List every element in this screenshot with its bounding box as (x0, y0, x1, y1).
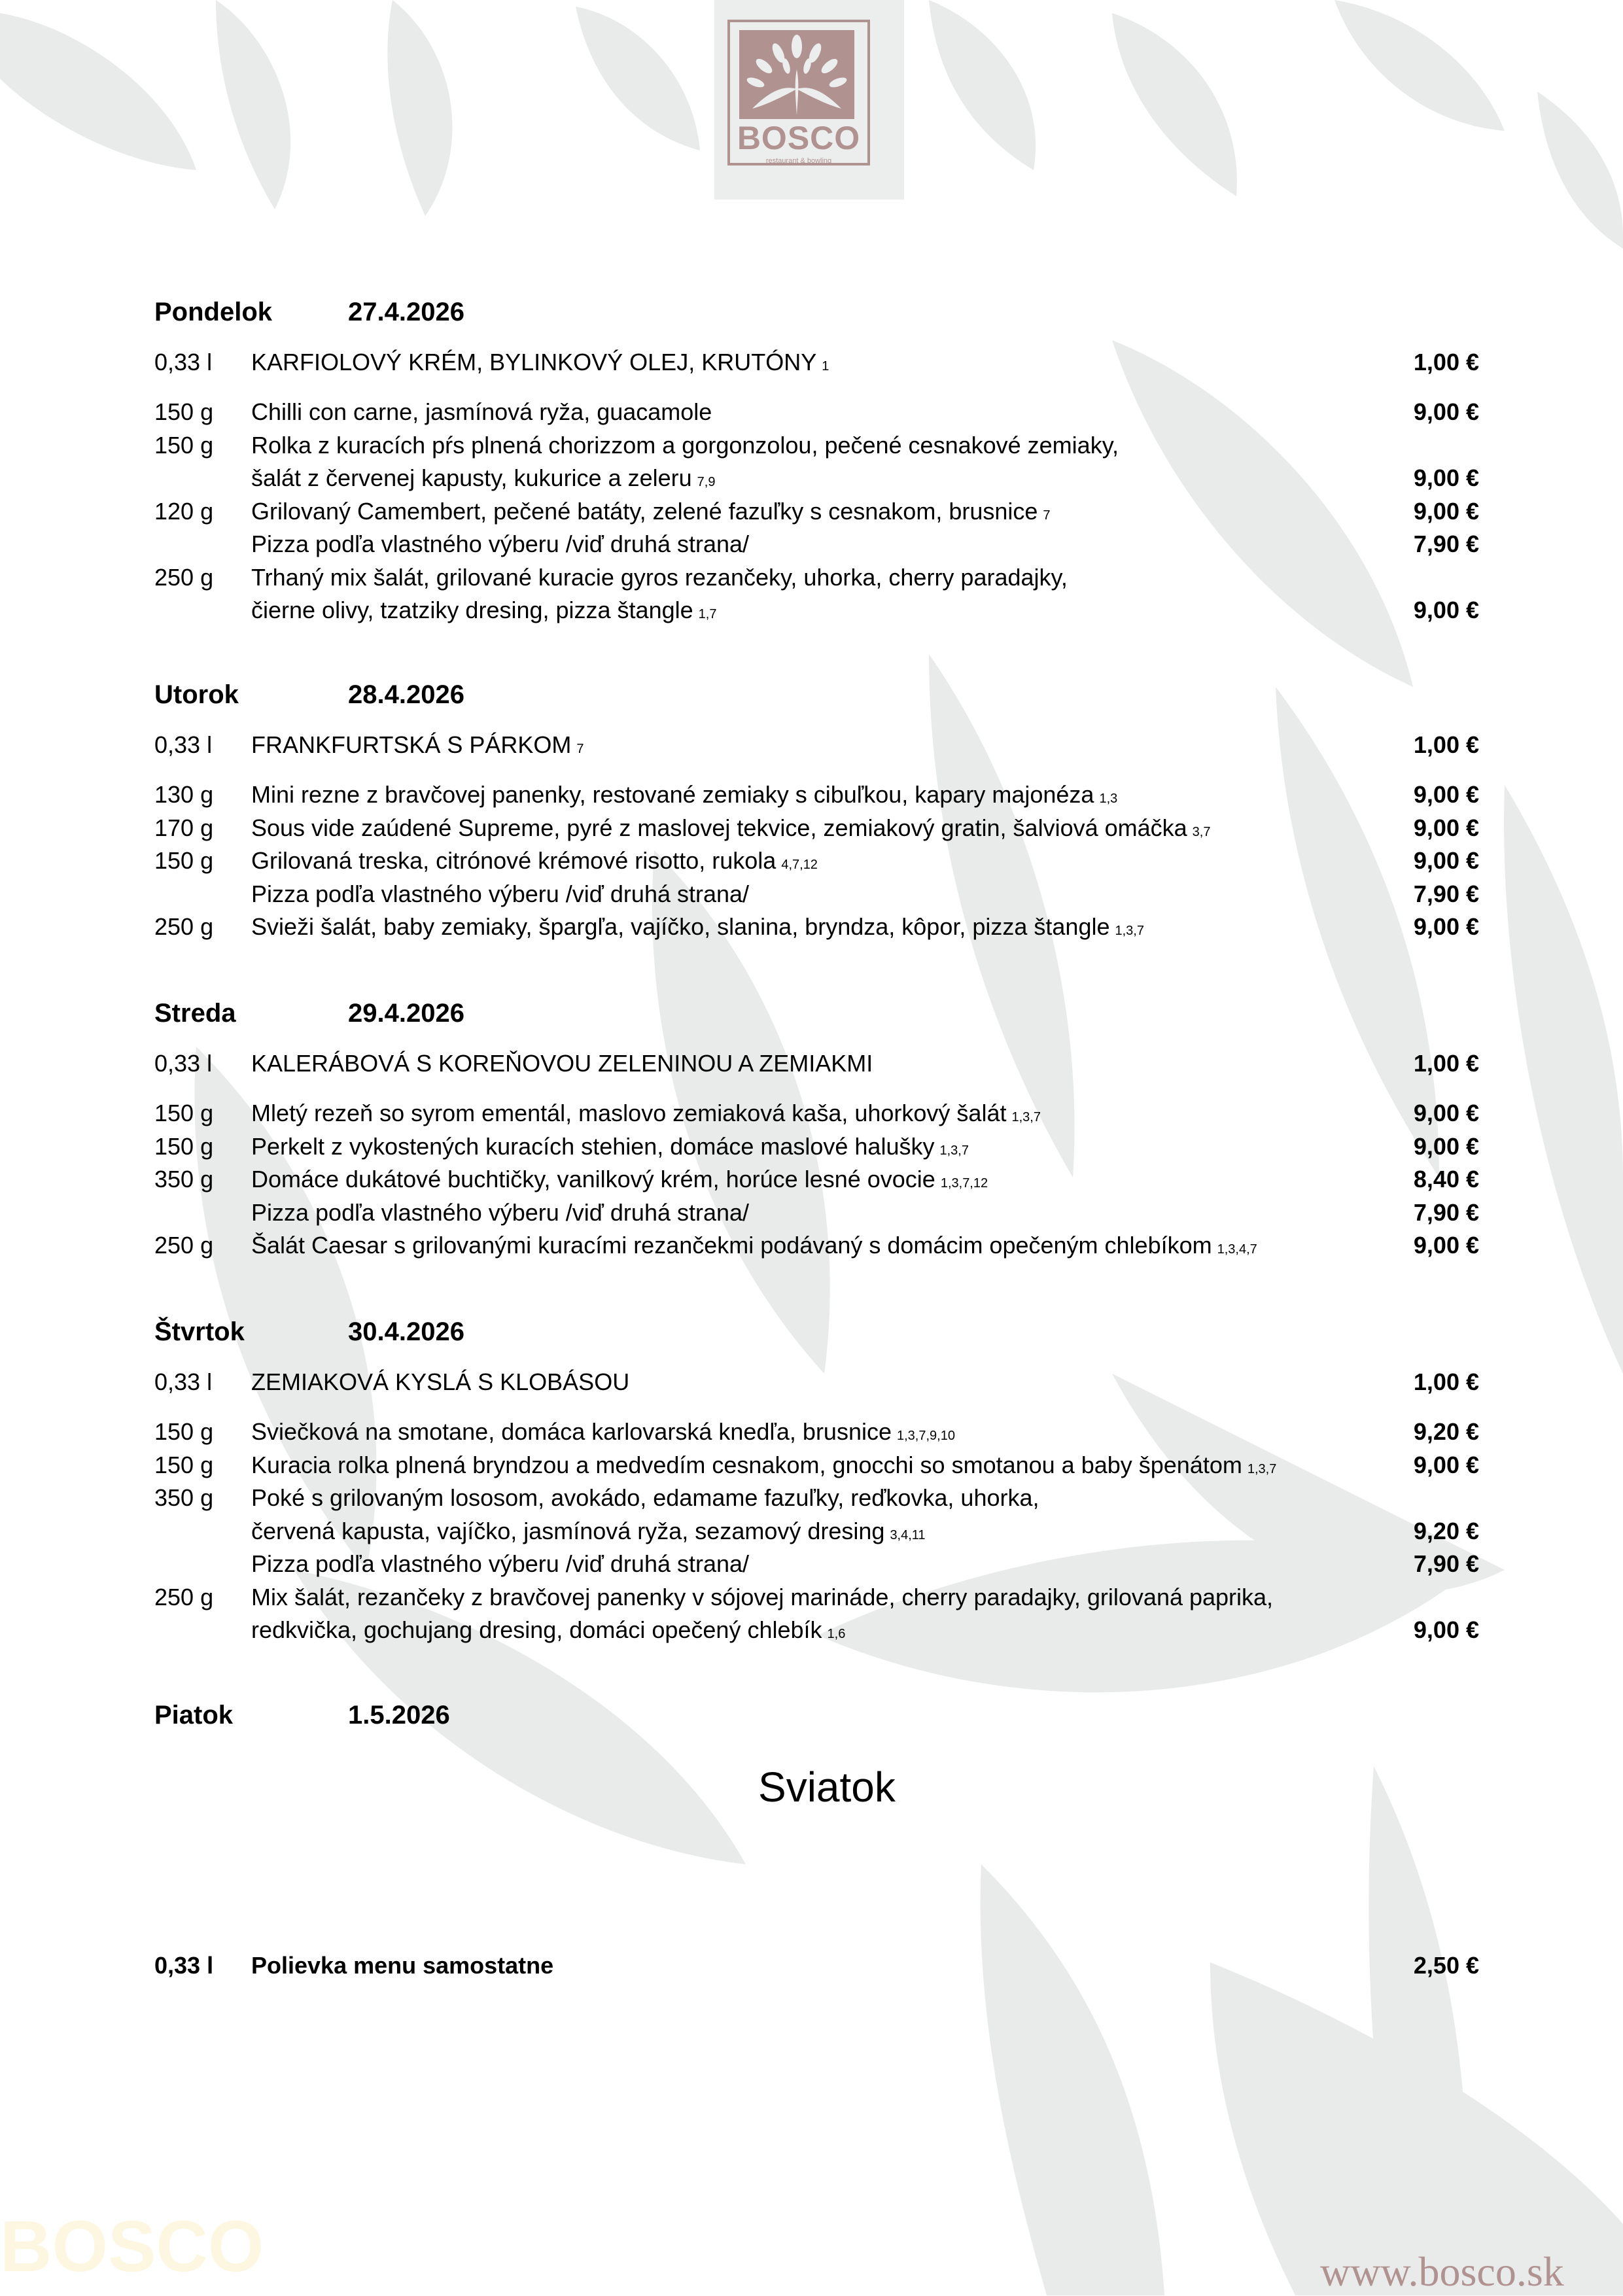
item-weight: 150 g (154, 1100, 214, 1126)
item-text: červená kapusta, vajíčko, jasmínová ryža, sezamový dresing (251, 1517, 885, 1544)
item-weight: 150 g (154, 1451, 214, 1478)
item-price: 9,00 € (1413, 1132, 1479, 1160)
item-price: 9,00 € (1413, 398, 1479, 425)
item-description (251, 1484, 1039, 1512)
item-price: 9,20 € (1413, 1517, 1479, 1544)
item-price: 9,00 € (1413, 497, 1479, 525)
item-weight: 120 g (154, 497, 214, 525)
menu-item (154, 781, 1479, 814)
menu-item (154, 1100, 1479, 1133)
soup-price: 1,00 € (1413, 1368, 1479, 1395)
item-description (251, 1133, 969, 1160)
item-description (251, 564, 1068, 591)
item-weight: 130 g (154, 781, 214, 808)
menu-item (154, 913, 1479, 947)
item-weight: 250 g (154, 913, 214, 940)
item-weight: 250 g (154, 563, 214, 591)
soup-title: KARFIOLOVÝ KRÉM, BYLINKOVÝ OLEJ, KRUTÓNY (251, 349, 817, 375)
allergen-codes: 1,7 (698, 607, 717, 621)
item-description (251, 880, 749, 908)
item-price: 9,00 € (1413, 464, 1479, 491)
item-text: Pizza podľa vlastného výberu /viď druhá strana/ (251, 1550, 750, 1577)
item-weight: 150 g (154, 1418, 214, 1445)
menu-item (154, 1452, 1479, 1485)
item-text: Pizza podľa vlastného výberu /viď druhá strana/ (251, 880, 750, 907)
item-description (251, 498, 1051, 525)
item-price: 9,00 € (1413, 597, 1479, 623)
menu-item (154, 1584, 1479, 1650)
item-weight: 150 g (154, 398, 214, 425)
day-name: Pondelok (154, 298, 273, 326)
item-text: Chilli con carne, jasmínová ryža, guacamole (251, 398, 712, 425)
item-price: 7,90 € (1413, 531, 1479, 557)
menu-item (154, 1232, 1479, 1265)
allergen-codes: 1,3,7,9,10 (897, 1429, 955, 1443)
soup-name (251, 1050, 873, 1077)
item-weight: 170 g (154, 814, 214, 841)
soup-volume: 0,33 l (154, 349, 213, 375)
item-text: Rolka z kuracích pŕs plnená chorizzom a gorgonzolou, pečené cesnakové zemiaky, (251, 431, 1119, 459)
separate-soup-price: 2,50 € (1413, 1952, 1479, 1979)
menu-item (154, 1484, 1479, 1550)
soup-volume: 0,33 l (154, 1368, 213, 1395)
separate-soup-row (154, 1952, 1479, 1985)
menu-item (154, 880, 1479, 914)
soup-row (154, 731, 1479, 764)
menu-item (154, 1418, 1479, 1452)
item-description (251, 814, 1210, 842)
allergen-codes: 7,9 (697, 475, 716, 489)
allergen-codes: 1,3,7,12 (940, 1176, 988, 1191)
allergen-codes: 1 (822, 359, 829, 374)
item-text: Domáce dukátové buchtičky, vanilkový krém, horúce lesné ovocie (251, 1166, 935, 1192)
menu-item (154, 1199, 1479, 1232)
soup-title: KALERÁBOVÁ S KOREŇOVOU ZELENINOU A ZEMIAKMI (251, 1050, 873, 1077)
day-date: 30.4.2026 (348, 1317, 464, 1346)
soup-name (251, 349, 829, 376)
item-description (251, 1232, 1257, 1259)
item-text: čierne olivy, tzatziky dresing, pizza štangle (251, 597, 693, 623)
item-text: Sviečková na smotane, domáca karlovarská knedľa, brusnice (251, 1418, 892, 1445)
separate-soup-volume: 0,33 l (154, 1952, 214, 1979)
soup-row (154, 1368, 1479, 1401)
item-price: 9,00 € (1413, 1616, 1479, 1643)
day-date: 1.5.2026 (348, 1701, 450, 1730)
item-price: 8,40 € (1413, 1166, 1479, 1192)
item-text: Šalát Caesar s grilovanými kuracími rezančekmi podávaný s domácim opečeným chlebíkom (251, 1232, 1212, 1259)
item-description (251, 1100, 1041, 1127)
item-price: 9,00 € (1413, 781, 1479, 808)
item-description (251, 432, 1119, 459)
item-price: 9,20 € (1413, 1418, 1479, 1445)
item-text: Mletý rezeň so syrom ementál, maslovo zemiaková kaša, uhorkový šalát (251, 1100, 1007, 1126)
item-text: Perkelt z vykostených kuracích stehien, domáce maslové halušky (251, 1132, 935, 1160)
item-description (251, 1199, 749, 1226)
item-weight: 250 g (154, 1583, 214, 1610)
item-text: Sous vide zaúdené Supreme, pyré z maslovej tekvice, zemiakový gratin, šalviová omáčka (251, 814, 1187, 841)
tree-icon (739, 30, 854, 119)
soup-title: ZEMIAKOVÁ KYSLÁ S KLOBÁSOU (251, 1368, 630, 1395)
soup-row (154, 349, 1479, 381)
soup-row (154, 1050, 1479, 1083)
day-date: 27.4.2026 (348, 298, 464, 326)
item-weight: 350 g (154, 1166, 214, 1192)
item-price: 7,90 € (1413, 1198, 1479, 1226)
soup-price: 1,00 € (1413, 1050, 1479, 1077)
menu-item (154, 398, 1479, 432)
allergen-codes: 3,4,11 (890, 1527, 926, 1542)
item-text: Grilovaný Camembert, pečené batáty, zelené fazuľky s cesnakom, brusnice (251, 497, 1038, 525)
item-description (251, 1418, 955, 1446)
item-weight: 150 g (154, 847, 214, 874)
day-name: Streda (154, 999, 236, 1028)
item-description (251, 1166, 988, 1193)
website-link[interactable]: www.bosco.sk (1320, 2248, 1564, 2295)
item-description (251, 781, 1117, 809)
menu-item (154, 531, 1479, 564)
item-weight: 150 g (154, 1132, 214, 1160)
allergen-codes: 1,3,7 (939, 1143, 969, 1158)
restaurant-logo (714, 0, 904, 200)
item-price: 7,90 € (1413, 880, 1479, 907)
item-text: Pizza podľa vlastného výberu /viď druhá strana/ (251, 531, 750, 557)
allergen-codes: 4,7,12 (781, 858, 818, 872)
menu-item (154, 498, 1479, 531)
soup-price: 1,00 € (1413, 731, 1479, 758)
item-text: Trhaný mix šalát, grilované kuracie gyros rezančeky, uhorka, cherry paradajky, (251, 563, 1068, 591)
allergen-codes: 1,3,7 (1115, 924, 1144, 938)
item-description (251, 464, 715, 492)
item-description (251, 531, 749, 558)
holiday-note: Sviatok (758, 1764, 896, 1811)
logo-tagline: restaurant & bowling (765, 157, 832, 165)
item-description (251, 1584, 1273, 1611)
menu-item (154, 814, 1479, 848)
item-price: 7,90 € (1413, 1550, 1479, 1577)
day-name: Piatok (154, 1701, 234, 1730)
item-weight: 150 g (154, 431, 214, 459)
soup-price: 1,00 € (1413, 349, 1479, 375)
allergen-codes: 1,3 (1099, 791, 1118, 806)
allergen-codes: 7 (1043, 508, 1051, 523)
soup-title: FRANKFURTSKÁ S PÁRKOM (251, 731, 572, 758)
allergen-codes: 1,3,7 (1247, 1461, 1277, 1476)
item-description (251, 1518, 926, 1545)
item-description (251, 913, 1144, 941)
day-name: Štvrtok (154, 1317, 245, 1346)
item-text: redkvička, gochujang dresing, domáci opečený chlebík (251, 1616, 822, 1643)
item-price: 9,00 € (1413, 814, 1479, 841)
separate-soup-name: Polievka menu samostatne (251, 1952, 554, 1979)
footer-watermark-logo: BOSCO (0, 2206, 264, 2287)
item-price: 9,00 € (1413, 847, 1479, 874)
item-text: šalát z červenej kapusty, kukurice a zeleru (251, 464, 692, 491)
item-description (251, 1452, 1276, 1479)
item-weight: 350 g (154, 1484, 214, 1511)
menu-item (154, 1166, 1479, 1199)
menu-item (154, 432, 1479, 498)
item-text: Grilovaná treska, citrónové krémové risotto, rukola (251, 847, 777, 874)
menu-item (154, 847, 1479, 880)
item-text: Mix šalát, rezančeky z bravčovej panenky v sójovej marináde, cherry paradajky, grilovaná paprika, (251, 1583, 1274, 1610)
item-description (251, 597, 716, 624)
item-price: 9,00 € (1413, 913, 1479, 940)
item-price: 9,00 € (1413, 1232, 1479, 1259)
menu-item (154, 1550, 1479, 1584)
allergen-codes: 1,3,7 (1011, 1110, 1041, 1124)
logo-wordmark: BOSCO (737, 120, 861, 156)
menu-item (154, 564, 1479, 630)
item-description (251, 1616, 845, 1644)
menu-item (154, 1133, 1479, 1166)
soup-name (251, 1368, 629, 1396)
item-description (251, 847, 818, 875)
soup-volume: 0,33 l (154, 731, 213, 758)
item-text: Kuracia rolka plnená bryndzou a medvedím cesnakom, gnocchi so smotanou a baby špenátom (251, 1451, 1242, 1478)
soup-name (251, 731, 584, 759)
day-date: 28.4.2026 (348, 680, 464, 709)
allergen-codes: 7 (576, 742, 584, 756)
item-text: Poké s grilovaným lososom, avokádo, edamame fazuľky, reďkovka, uhorka, (251, 1484, 1039, 1511)
allergen-codes: 1,6 (827, 1627, 846, 1641)
item-text: Mini rezne z bravčovej panenky, restované zemiaky s cibuľkou, kapary majonéza (251, 781, 1094, 808)
item-text: Svieži šalát, baby zemiaky, špargľa, vajíčko, slanina, bryndza, kôpor, pizza štangle (251, 913, 1110, 940)
item-weight: 250 g (154, 1232, 214, 1259)
item-price: 9,00 € (1413, 1100, 1479, 1126)
item-text: Pizza podľa vlastného výberu /viď druhá strana/ (251, 1198, 750, 1226)
day-date: 29.4.2026 (348, 999, 464, 1028)
soup-volume: 0,33 l (154, 1050, 213, 1077)
allergen-codes: 3,7 (1192, 824, 1211, 839)
day-name: Utorok (154, 680, 239, 709)
item-description (251, 1550, 749, 1578)
allergen-codes: 1,3,4,7 (1217, 1242, 1257, 1257)
item-price: 9,00 € (1413, 1451, 1479, 1478)
item-description (251, 398, 712, 426)
